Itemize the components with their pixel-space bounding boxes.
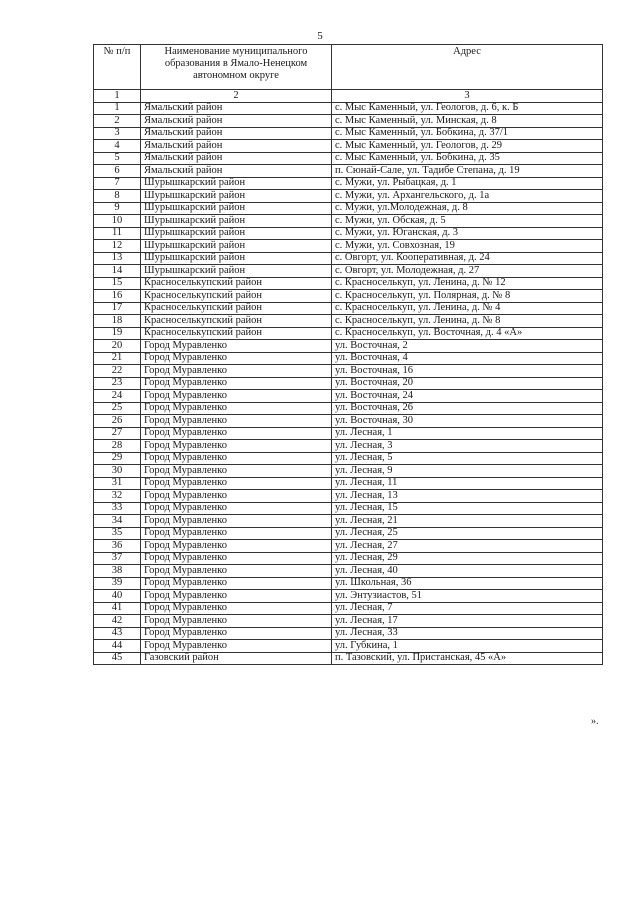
row-number: 16 <box>94 290 141 303</box>
header-number: № п/п <box>94 45 141 90</box>
table-row <box>94 302 603 315</box>
address-cell: с. Красноселькуп, ул. Ленина, д. № 4 <box>332 302 603 315</box>
row-number: 27 <box>94 427 141 440</box>
row-number: 17 <box>94 302 141 315</box>
municipality-cell: Город Муравленко <box>141 590 332 603</box>
table-row <box>94 565 603 578</box>
table-row <box>94 577 603 590</box>
table-row <box>94 427 603 440</box>
table-row <box>94 552 603 565</box>
address-cell: с. Мужи, ул. Юганская, д. 3 <box>332 227 603 240</box>
address-cell: ул. Лесная, 13 <box>332 490 603 503</box>
address-cell: ул. Восточная, 4 <box>332 352 603 365</box>
row-number: 30 <box>94 465 141 478</box>
row-number: 36 <box>94 540 141 553</box>
page-number: 5 <box>317 30 323 42</box>
row-number: 40 <box>94 590 141 603</box>
address-cell: ул. Восточная, 20 <box>332 377 603 390</box>
table-row <box>94 177 603 190</box>
address-cell: п. Сюнай-Сале, ул. Тадибе Степана, д. 19 <box>332 165 603 178</box>
municipality-cell: Город Муравленко <box>141 340 332 353</box>
municipality-cell: Шурышкарский район <box>141 240 332 253</box>
municipality-cell: Город Муравленко <box>141 452 332 465</box>
address-cell: с. Мужи, ул. Совхозная, 19 <box>332 240 603 253</box>
address-cell: ул. Лесная, 21 <box>332 515 603 528</box>
address-cell: ул. Восточная, 30 <box>332 415 603 428</box>
municipality-cell: Ямальский район <box>141 165 332 178</box>
row-number: 11 <box>94 227 141 240</box>
municipality-cell: Шурышкарский район <box>141 265 332 278</box>
address-cell: с. Красноселькуп, ул. Ленина, д. № 8 <box>332 315 603 328</box>
row-number: 1 <box>94 102 141 115</box>
row-number: 22 <box>94 365 141 378</box>
municipality-cell: Город Муравленко <box>141 527 332 540</box>
table-row <box>94 215 603 228</box>
municipality-cell: Шурышкарский район <box>141 215 332 228</box>
municipality-cell: Город Муравленко <box>141 415 332 428</box>
row-number: 26 <box>94 415 141 428</box>
address-cell: ул. Лесная, 11 <box>332 477 603 490</box>
municipality-cell: Шурышкарский район <box>141 190 332 203</box>
address-cell: ул. Восточная, 16 <box>332 365 603 378</box>
municipality-cell: Город Муравленко <box>141 602 332 615</box>
table-row <box>94 440 603 453</box>
address-cell: с. Мыс Каменный, ул. Минская, д. 8 <box>332 115 603 128</box>
municipality-cell: Город Муравленко <box>141 377 332 390</box>
row-number: 10 <box>94 215 141 228</box>
row-number: 15 <box>94 277 141 290</box>
table-row <box>94 415 603 428</box>
table-row <box>94 477 603 490</box>
row-number: 20 <box>94 340 141 353</box>
address-cell: ул. Лесная, 9 <box>332 465 603 478</box>
municipality-cell: Шурышкарский район <box>141 227 332 240</box>
address-cell: ул. Лесная, 17 <box>332 615 603 628</box>
table-row <box>94 165 603 178</box>
row-number: 35 <box>94 527 141 540</box>
address-cell: ул. Энтузиастов, 51 <box>332 590 603 603</box>
address-cell: ул. Школьная, 36 <box>332 577 603 590</box>
table-row <box>94 277 603 290</box>
address-cell: п. Тазовский, ул. Пристанская, 45 «А» <box>332 652 603 665</box>
row-number: 12 <box>94 240 141 253</box>
row-number: 34 <box>94 515 141 528</box>
municipality-cell: Ямальский район <box>141 102 332 115</box>
municipality-cell: Город Муравленко <box>141 577 332 590</box>
table-row <box>94 452 603 465</box>
table-row <box>94 527 603 540</box>
row-number: 5 <box>94 152 141 165</box>
address-cell: с. Мыс Каменный, ул. Бобкина, д. 35 <box>332 152 603 165</box>
municipality-cell: Город Муравленко <box>141 465 332 478</box>
header-municipality: Наименование муниципального образования в Ямало-Ненецком автономном округе <box>141 45 332 90</box>
municipality-cell: Город Муравленко <box>141 627 332 640</box>
column-number-row <box>94 90 603 103</box>
table-row <box>94 190 603 203</box>
table-row <box>94 140 603 153</box>
table-body <box>94 102 603 665</box>
address-cell: с. Мыс Каменный, ул. Геологов, д. 29 <box>332 140 603 153</box>
row-number: 8 <box>94 190 141 203</box>
row-number: 28 <box>94 440 141 453</box>
municipality-cell: Газовский район <box>141 652 332 665</box>
table-row <box>94 265 603 278</box>
municipality-cell: Город Муравленко <box>141 640 332 653</box>
table-row <box>94 202 603 215</box>
row-number: 18 <box>94 315 141 328</box>
row-number: 19 <box>94 327 141 340</box>
address-cell: с. Мыс Каменный, ул. Бобкина, д. 37/1 <box>332 127 603 140</box>
row-number: 44 <box>94 640 141 653</box>
municipality-cell: Красноселькупский район <box>141 290 332 303</box>
table-row <box>94 615 603 628</box>
row-number: 2 <box>94 115 141 128</box>
address-cell: ул. Лесная, 40 <box>332 565 603 578</box>
address-cell: ул. Лесная, 7 <box>332 602 603 615</box>
row-number: 24 <box>94 390 141 403</box>
table-header-row <box>94 45 603 90</box>
address-cell: ул. Лесная, 15 <box>332 502 603 515</box>
municipality-cell: Город Муравленко <box>141 365 332 378</box>
municipality-cell: Шурышкарский район <box>141 202 332 215</box>
row-number: 13 <box>94 252 141 265</box>
row-number: 21 <box>94 352 141 365</box>
municipality-cell: Город Муравленко <box>141 477 332 490</box>
table-row <box>94 627 603 640</box>
table-row <box>94 127 603 140</box>
table-row <box>94 365 603 378</box>
address-cell: ул. Лесная, 33 <box>332 627 603 640</box>
row-number: 32 <box>94 490 141 503</box>
address-cell: ул. Лесная, 5 <box>332 452 603 465</box>
row-number: 3 <box>94 127 141 140</box>
table-row <box>94 315 603 328</box>
row-number: 42 <box>94 615 141 628</box>
row-number: 23 <box>94 377 141 390</box>
municipality-cell: Город Муравленко <box>141 615 332 628</box>
address-cell: ул. Лесная, 3 <box>332 440 603 453</box>
address-cell: с. Овгорт, ул. Кооперативная, д. 24 <box>332 252 603 265</box>
municipality-cell: Ямальский район <box>141 127 332 140</box>
row-number: 38 <box>94 565 141 578</box>
address-cell: с. Овгорт, ул. Молодежная, д. 27 <box>332 265 603 278</box>
address-cell: с. Мужи, ул. Обская, д. 5 <box>332 215 603 228</box>
row-number: 43 <box>94 627 141 640</box>
table-row <box>94 327 603 340</box>
row-number: 14 <box>94 265 141 278</box>
municipality-cell: Красноселькупский район <box>141 315 332 328</box>
row-number: 7 <box>94 177 141 190</box>
address-cell: ул. Лесная, 27 <box>332 540 603 553</box>
address-cell: с. Красноселькуп, ул. Восточная, д. 4 «А» <box>332 327 603 340</box>
row-number: 29 <box>94 452 141 465</box>
table-row <box>94 652 603 665</box>
address-cell: ул. Лесная, 1 <box>332 427 603 440</box>
table-row <box>94 102 603 115</box>
municipality-cell: Красноселькупский район <box>141 327 332 340</box>
table-row <box>94 465 603 478</box>
address-cell: ул. Лесная, 25 <box>332 527 603 540</box>
table-row <box>94 502 603 515</box>
row-number: 31 <box>94 477 141 490</box>
table-row <box>94 590 603 603</box>
municipality-cell: Город Муравленко <box>141 490 332 503</box>
column-number: 1 <box>94 90 141 103</box>
row-number: 9 <box>94 202 141 215</box>
column-number: 2 <box>141 90 332 103</box>
address-cell: ул. Восточная, 24 <box>332 390 603 403</box>
address-cell: ул. Губкина, 1 <box>332 640 603 653</box>
address-cell: с. Красноселькуп, ул. Полярная, д. № 8 <box>332 290 603 303</box>
row-number: 37 <box>94 552 141 565</box>
row-number: 4 <box>94 140 141 153</box>
table-row <box>94 227 603 240</box>
address-cell: с. Мужи, ул.Молодежная, д. 8 <box>332 202 603 215</box>
municipality-cell: Город Муравленко <box>141 552 332 565</box>
municipality-cell: Город Муравленко <box>141 427 332 440</box>
municipality-cell: Город Муравленко <box>141 565 332 578</box>
municipality-cell: Город Муравленко <box>141 502 332 515</box>
table-row <box>94 340 603 353</box>
address-cell: ул. Восточная, 26 <box>332 402 603 415</box>
row-number: 33 <box>94 502 141 515</box>
table-row <box>94 152 603 165</box>
row-number: 41 <box>94 602 141 615</box>
address-cell: с. Мужи, ул. Архангельского, д. 1а <box>332 190 603 203</box>
municipality-cell: Город Муравленко <box>141 515 332 528</box>
polling-address-table <box>93 44 603 665</box>
address-cell: ул. Лесная, 29 <box>332 552 603 565</box>
row-number: 25 <box>94 402 141 415</box>
municipality-cell: Город Муравленко <box>141 440 332 453</box>
table-row <box>94 402 603 415</box>
municipality-cell: Город Муравленко <box>141 402 332 415</box>
table-row <box>94 290 603 303</box>
municipality-cell: Город Муравленко <box>141 390 332 403</box>
municipality-cell: Шурышкарский район <box>141 252 332 265</box>
table-row <box>94 540 603 553</box>
table-row <box>94 240 603 253</box>
address-cell: с. Мужи, ул. Рыбацкая, д. 1 <box>332 177 603 190</box>
table-row <box>94 377 603 390</box>
address-cell: с. Мыс Каменный, ул. Геологов, д. 6, к. Б <box>332 102 603 115</box>
municipality-cell: Ямальский район <box>141 152 332 165</box>
address-cell: с. Красноселькуп, ул. Ленина, д. № 12 <box>332 277 603 290</box>
table-row <box>94 352 603 365</box>
table-row <box>94 252 603 265</box>
table-row <box>94 602 603 615</box>
municipality-cell: Красноселькупский район <box>141 302 332 315</box>
row-number: 6 <box>94 165 141 178</box>
table-row <box>94 115 603 128</box>
municipality-cell: Город Муравленко <box>141 352 332 365</box>
municipality-cell: Шурышкарский район <box>141 177 332 190</box>
column-number: 3 <box>332 90 603 103</box>
row-number: 39 <box>94 577 141 590</box>
table-row <box>94 640 603 653</box>
closing-quote-mark: ». <box>591 716 599 727</box>
municipality-cell: Красноселькупский район <box>141 277 332 290</box>
municipality-cell: Ямальский район <box>141 140 332 153</box>
municipality-cell: Ямальский район <box>141 115 332 128</box>
table-row <box>94 490 603 503</box>
address-cell: ул. Восточная, 2 <box>332 340 603 353</box>
table-row <box>94 515 603 528</box>
row-number: 45 <box>94 652 141 665</box>
header-address: Адрес <box>332 45 603 90</box>
table-row <box>94 390 603 403</box>
municipality-cell: Город Муравленко <box>141 540 332 553</box>
